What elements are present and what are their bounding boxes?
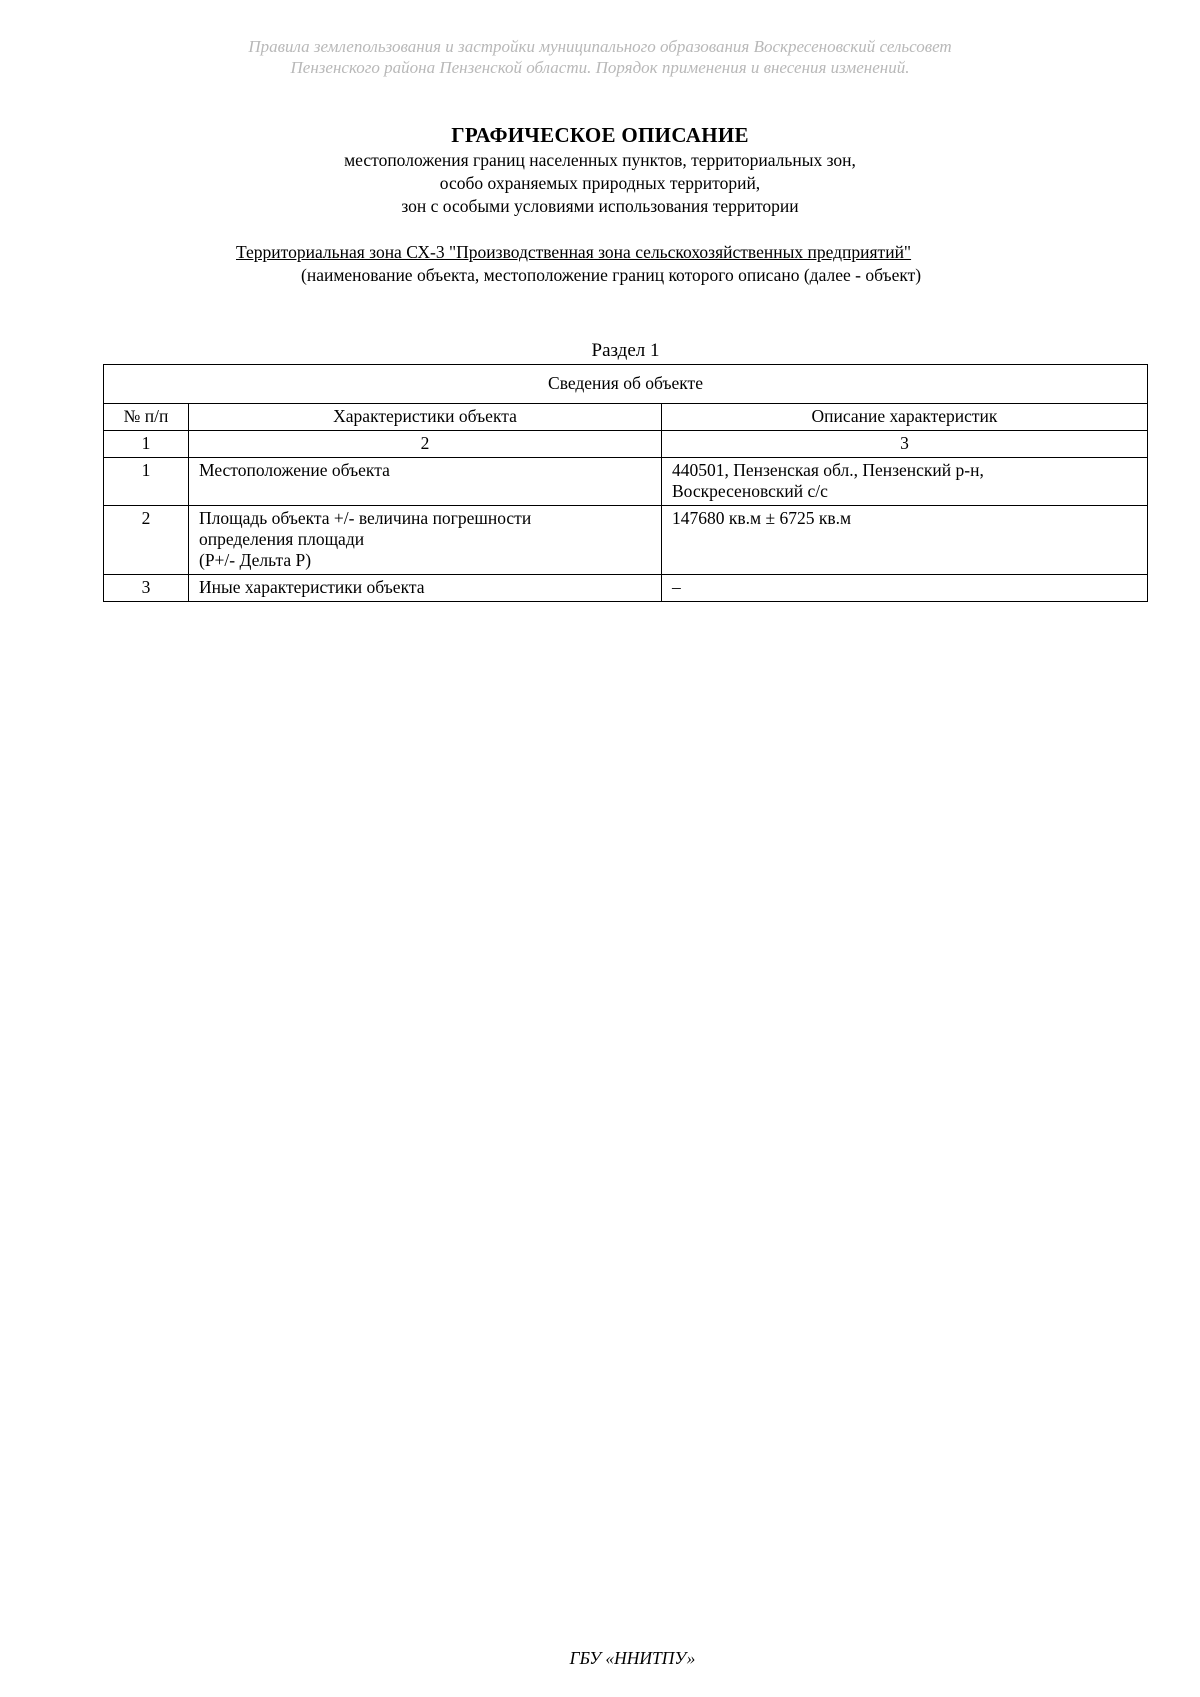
row-description: 147680 кв.м ± 6725 кв.м: [662, 506, 1148, 575]
document-title: ГРАФИЧЕСКОЕ ОПИСАНИЕ: [451, 123, 749, 147]
object-name: Территориальная зона СХ-3 "Производственная зона сельскохозяйственных предприятий": [236, 242, 912, 262]
table-row: [104, 575, 1148, 602]
row-description: 440501, Пензенская обл., Пензенский р-н, Воскресеновский с/с: [662, 458, 1148, 506]
object-name-caption: (наименование объекта, местоположение границ которого описано (далее - объект): [301, 265, 922, 285]
subtitle-line-3: зон с особыми условиями использования территории: [401, 196, 799, 216]
table-header-row: [104, 404, 1148, 431]
header-description: Описание характеристик: [662, 404, 1148, 431]
row-characteristic: Иные характеристики объекта: [189, 575, 662, 602]
document-subtitle: [0, 149, 1200, 218]
row-characteristic: Местоположение объекта: [189, 458, 662, 506]
running-header-line-1: Правила землепользования и застройки муниципального образования Воскресеновский сельсовет: [248, 37, 952, 56]
table-row: [104, 506, 1148, 575]
subtitle-line-2: особо охраняемых природных территорий,: [439, 173, 761, 193]
row-number: 3: [104, 575, 189, 602]
row-description: –: [662, 575, 1148, 602]
object-info-table: [103, 364, 1148, 602]
row-number: 1: [104, 458, 189, 506]
table-column-numbers-row: [104, 431, 1148, 458]
row-number: 2: [104, 506, 189, 575]
row-characteristic: Площадь объекта +/- величина погрешности определения площади (Р+/- Дельта Р): [189, 506, 662, 575]
page-footer: ГБУ «ННИТПУ»: [569, 1648, 696, 1668]
header-number: № п/п: [104, 404, 189, 431]
header-characteristic: Характеристики объекта: [189, 404, 662, 431]
section-title: Раздел 1: [591, 340, 660, 361]
column-number-1: 1: [104, 431, 189, 458]
table-row: [104, 458, 1148, 506]
table-caption: Сведения об объекте: [104, 365, 1148, 404]
column-number-2: 2: [189, 431, 662, 458]
table-caption-row: [104, 365, 1148, 404]
column-number-3: 3: [662, 431, 1148, 458]
subtitle-line-1: местоположения границ населенных пунктов, территориальных зон,: [344, 150, 856, 170]
running-header: [0, 36, 1200, 78]
running-header-line-2: Пензенского района Пензенской области. Порядок применения и внесения изменений.: [290, 58, 910, 77]
